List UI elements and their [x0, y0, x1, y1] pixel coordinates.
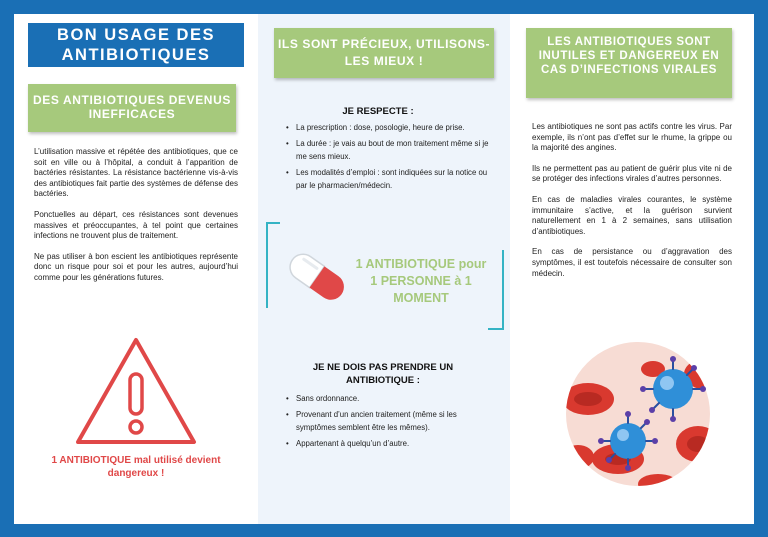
paragraph: Ne pas utiliser à bon escient les antibiotiques représente donc un risque pour soi et pour les autres, aujourd’hui comme pour les générations futures. [34, 251, 238, 282]
slogan: 1 ANTIBIOTIQUE pour 1 PERSONNE à 1 MOMENT [355, 257, 487, 305]
warning-triangle-icon [72, 334, 200, 450]
do-not-heading: JE NE DOIS PAS PRENDRE UN ANTIBIOTIQUE : [312, 362, 454, 386]
warning-caption: 1 ANTIBIOTIQUE mal utilisé devient dangereux ! [51, 455, 221, 479]
frame-corner-top-left [266, 222, 280, 308]
ineffective-text [34, 147, 238, 294]
list-item: • Appartenant à quelqu’un d’autre. [286, 437, 496, 450]
list-item: • La durée : je vais au bout de mon traitement même si je me sens mieux. [286, 137, 492, 163]
section-heading-precious: ILS SONT PRÉCIEUX, UTILISONS-LES MIEUX ! [274, 28, 494, 78]
panel-bad-usage [14, 14, 258, 524]
paragraph: En cas de persistance ou d’aggravation des symptômes, il est toutefois nécessaire de consulter son médecin. [532, 247, 732, 278]
paragraph: Ponctuelles au départ, ces résistances sont devenues massives et préoccupantes, à tel point que certaines infections ne trouvent plus de traitement. [34, 209, 238, 241]
paragraph: Les antibiotiques ne sont pas actifs contre les virus. Par exemple, ils n’ont pas d’effet sur le rhume, la grippe ou la majorité des angines. [532, 122, 732, 153]
do-not-list [286, 392, 496, 453]
list-item: • La prescription : dose, posologie, heure de prise. [286, 121, 492, 134]
paragraph: Ils ne permettent pas au patient de guérir plus vite ni de se protéger des infections virales d’autres personnes. [532, 163, 732, 184]
respect-heading: JE RESPECTE : [342, 106, 414, 117]
list-item: • Les modalités d’emploi : sont indiquées sur la notice ou par le pharmacien/médecin. [286, 166, 492, 192]
section-heading-ineffective: DES ANTIBIOTIQUES DEVENUS INEFFICACES [28, 84, 236, 132]
paragraph: L’utilisation massive et répétée des antibiotiques, que ce soit en ville ou à l’hôpital, a conduit à l’apparition de bactéries résistantes. La résistance bactérienne vis-à-vis des antibiotiques fait partie des systèmes de défense des bactéries. [34, 147, 238, 199]
virus-blood-cells-icon [558, 339, 718, 489]
section-heading-viral: LES ANTIBIOTIQUES SONT INUTILES ET DANGEREUX EN CAS D’INFECTIONS VIRALES [526, 28, 732, 98]
list-item: • Sans ordonnance. [286, 392, 496, 405]
respect-list [286, 121, 492, 195]
viral-text [532, 122, 732, 289]
list-item: • Provenant d’un ancien traitement (même si les symptômes semblent être les mêmes). [286, 408, 496, 434]
page-title: BON USAGE DES ANTIBIOTIQUES [28, 23, 244, 67]
panel-viral-infections [510, 14, 754, 524]
paragraph: En cas de maladies virales courantes, le système immunitaire s’active, et la guérison survient naturellement en 1 à 2 semaines, sans utilisation d’antibiotiques. [532, 194, 732, 236]
panel-precious [258, 14, 510, 524]
capsule-icon [282, 242, 352, 312]
frame-corner-bottom-right [488, 250, 504, 330]
